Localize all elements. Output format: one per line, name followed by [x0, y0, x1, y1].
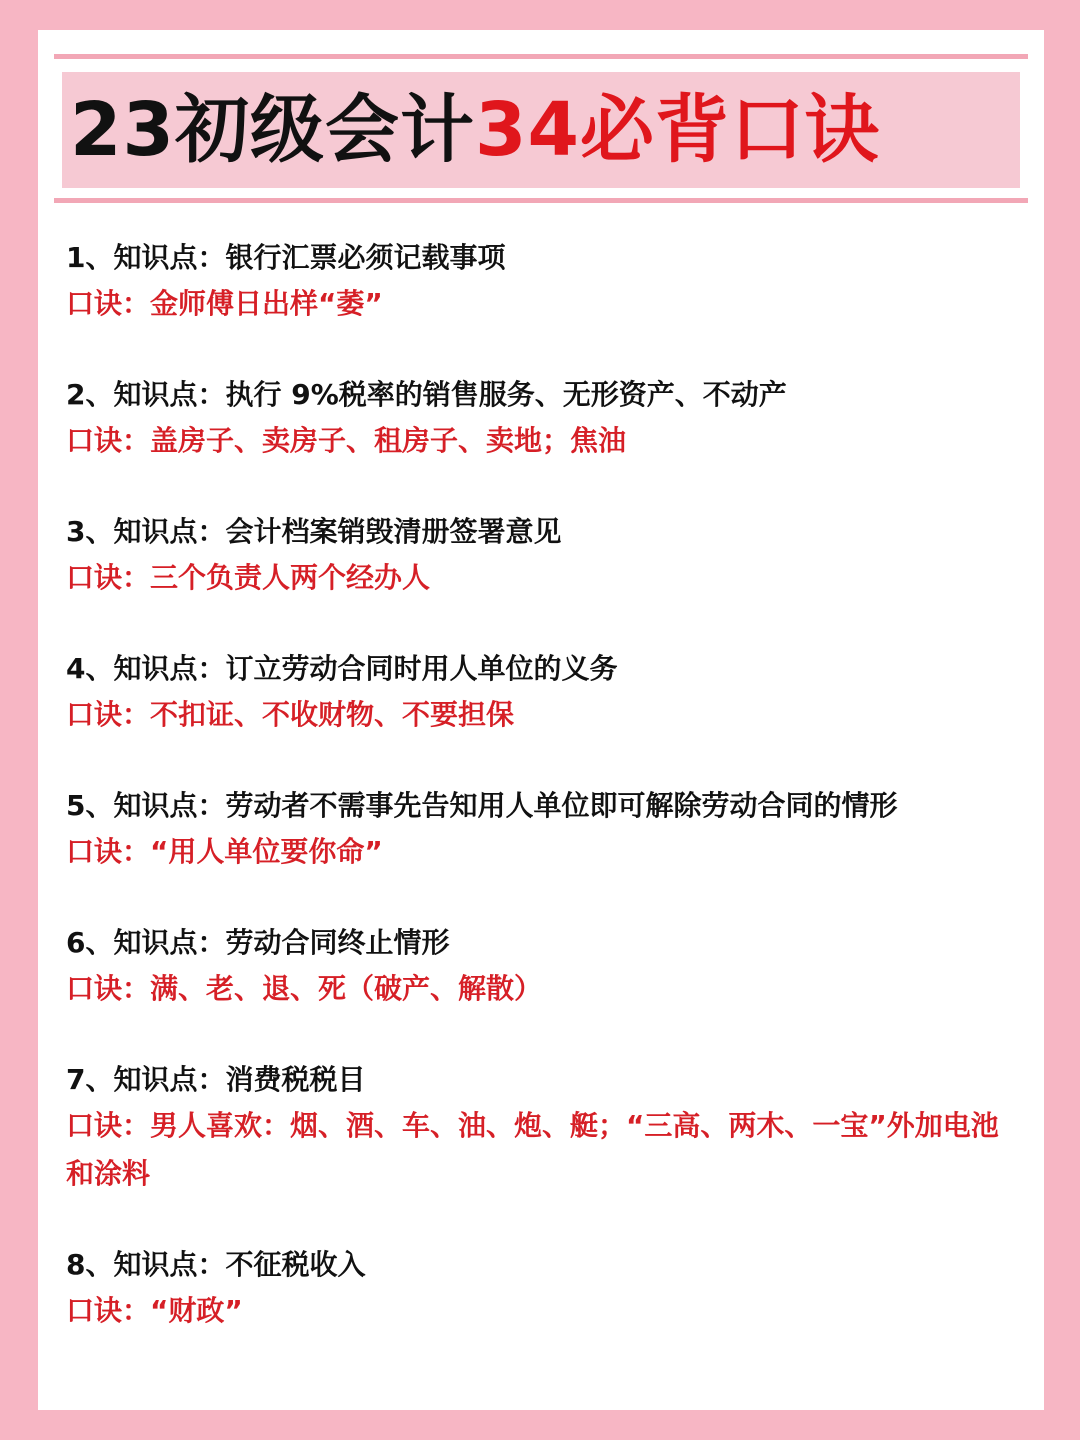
mnemonic: 口诀：男人喜欢：烟、酒、车、油、炮、艇；“三高、两木、一宝”外加电池和涂料: [66, 1109, 999, 1190]
title-top-rule: [54, 54, 1028, 59]
mnemonic: 口诀：“用人单位要你命”: [66, 835, 383, 868]
list-item: [66, 784, 1026, 876]
knowledge-point: 3、知识点：会计档案销毁清册签署意见: [66, 515, 562, 548]
list-item: [66, 1243, 1026, 1335]
mnemonic: 口诀：盖房子、卖房子、租房子、卖地；焦油: [66, 424, 627, 457]
list-item: [66, 510, 1026, 602]
list-item: [66, 236, 1026, 328]
knowledge-point: 1、知识点：银行汇票必须记载事项: [66, 241, 506, 274]
mnemonic: 口诀：金师傅日出样“萎”: [66, 287, 383, 320]
page-title: [70, 87, 880, 173]
knowledge-point: 8、知识点：不征税收入: [66, 1248, 366, 1281]
title-bottom-rule: [54, 198, 1028, 203]
mnemonic: 口诀：满、老、退、死（破产、解散）: [66, 972, 543, 1005]
knowledge-point: 5、知识点：劳动者不需事先告知用人单位即可解除劳动合同的情形: [66, 789, 898, 822]
list-item: [66, 1058, 1026, 1198]
title-banner: [62, 72, 1020, 188]
knowledge-point: 2、知识点：执行 9%税率的销售服务、无形资产、不动产: [66, 378, 787, 411]
mnemonic: 口诀：不扣证、不收财物、不要担保: [66, 698, 515, 731]
list-item: [66, 647, 1026, 739]
knowledge-point: 4、知识点：订立劳动合同时用人单位的义务: [66, 652, 618, 685]
list-item: [66, 373, 1026, 465]
content-card: [38, 30, 1044, 1410]
knowledge-list: [66, 236, 1026, 1380]
list-item: [66, 921, 1026, 1013]
title-red-part: 34必背口诀: [474, 87, 880, 173]
knowledge-point: 6、知识点：劳动合同终止情形: [66, 926, 450, 959]
knowledge-point: 7、知识点：消费税税目: [66, 1063, 366, 1096]
title-dark-part: 23初级会计: [70, 87, 475, 173]
mnemonic: 口诀：“财政”: [66, 1294, 243, 1327]
mnemonic: 口诀：三个负责人两个经办人: [66, 561, 431, 594]
